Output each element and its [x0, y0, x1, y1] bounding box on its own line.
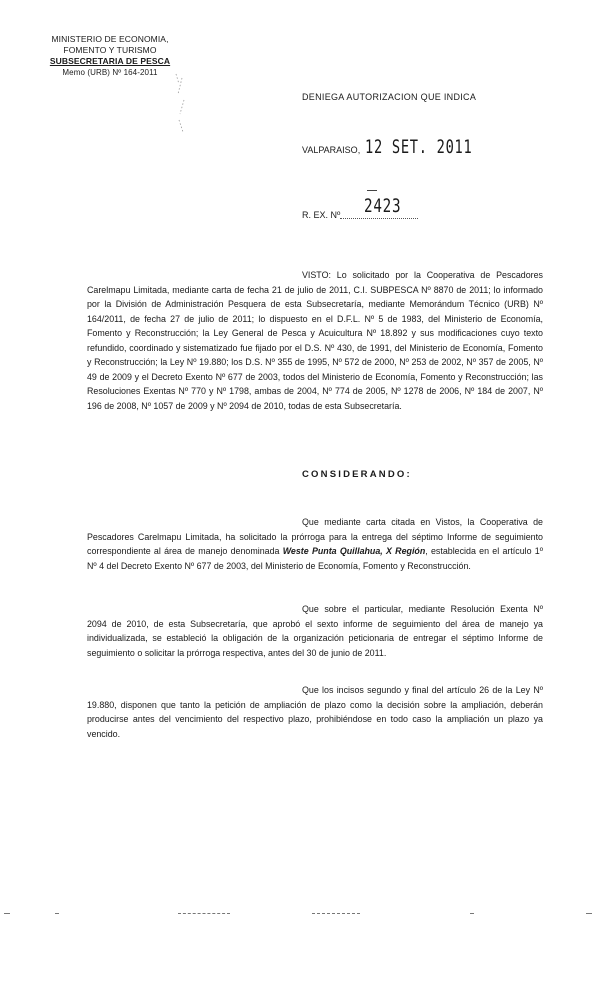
p1-text-end: , establecida en el artículo 1º Nº 4 del Decreto Exento Nº 677 de 2003, del Ministerio de Economía, Fomento y Reconstrucción.	[87, 546, 543, 571]
resolution-dotted-line	[340, 218, 418, 219]
date-stamp: 12 SET. 2011	[365, 136, 473, 158]
ministry-line-2: FOMENTO Y TURISMO	[63, 45, 157, 55]
letterhead	[30, 34, 190, 78]
resolution-number: 2423	[364, 195, 402, 217]
considerando-heading: CONSIDERANDO:	[302, 469, 412, 480]
p3-text: Que los incisos segundo y final del artículo 26 de la Ley Nº 19.880, disponen que tanto la petición de ampliación de plazo como la decisión sobre la ampliación, deberán producirse antes del vencimiento del respectivo plazo, prohibiéndose en todo caso la ampliación un plazo ya vencido.	[87, 685, 543, 739]
considerando-paragraph-2	[87, 602, 543, 660]
visto-body: Carelmapu Limitada, mediante carta de fecha 21 de julio de 2011, C.I. SUBPESCA Nº 8870 de 2011; lo informado por la División de Administración Pesquera de esta Subsecretaría, mediante Memorándum Técnico (URB) Nº 164/2011, de fecha 27 de julio de 2011; lo dispuesto en el D.F.L. Nº 5 de 1983, del Ministerio de Economía, Fomento y Reconstrucción; la Ley General de Pesca y Acuicultura Nº 18.892 y sus modificaciones cuyo texto refundido, coordinado y sistematizado fue fijado por el D.S. Nº 430, de 1991, del Ministerio de Economía, Fomento y Reconstrucción; la Ley Nº 19.880; los D.S. Nº 355 de 1995, Nº 572 de 2000, Nº 253 de 2002, Nº 357 de 2005, Nº 49 de 2009 y el Decreto Exento Nº 677 de 2003, todos del Ministerio de Economía, Fomento y Reconstrucción; las Resoluciones Exentas Nº 770 y Nº 1798, ambas de 2004, Nº 774 de 2005, Nº 1278 de 2006, Nº 184 de 2007, Nº 196 de 2008, Nº 1057 de 2009 y Nº 2094 de 2010, todas de esta Subsecretaría.	[87, 284, 543, 411]
place-label: VALPARAISO,	[302, 145, 361, 155]
memo-reference: Memo (URB) Nº 164-2011	[62, 68, 158, 77]
considerando-paragraph-3	[87, 683, 543, 741]
p2-text: Que sobre el particular, mediante Resolución Exenta Nº 2094 de 2010, de esta Subsecretaría, que aprobó el sexto informe de seguimiento del área de manejo ya individualizada, se estableció la obligación de la organización peticionaria de entregar el séptimo Informe de seguimiento o solicitar la prórroga respectiva, antes del 30 de junio de 2011.	[87, 604, 543, 658]
resolution-label: R. EX. Nº	[302, 210, 341, 220]
area-name: Weste Punta Quillahua, X Región	[282, 546, 426, 556]
scan-edge-marks	[0, 913, 600, 919]
subsecretaria-line: SUBSECRETARIA DE PESCA	[49, 56, 171, 66]
visto-paragraph	[87, 268, 543, 413]
visto-lead: VISTO: Lo solicitado por la Cooperativa de Pescadores	[302, 270, 543, 280]
stamp-mark	[367, 190, 377, 191]
p1-text: Que mediante carta citada en Vistos, la Cooperativa de Pescadores Carelmapu Limitada, ha solicitado la prórroga para la entrega del séptimo Informe de seguimiento correspondiente al área de manejo denominada	[87, 517, 543, 556]
margin-scribble	[170, 70, 194, 140]
considerando-paragraph-1	[87, 515, 543, 573]
document-subject: DENIEGA AUTORIZACION QUE INDICA	[302, 92, 477, 102]
ministry-line-1: MINISTERIO DE ECONOMIA,	[51, 34, 169, 44]
